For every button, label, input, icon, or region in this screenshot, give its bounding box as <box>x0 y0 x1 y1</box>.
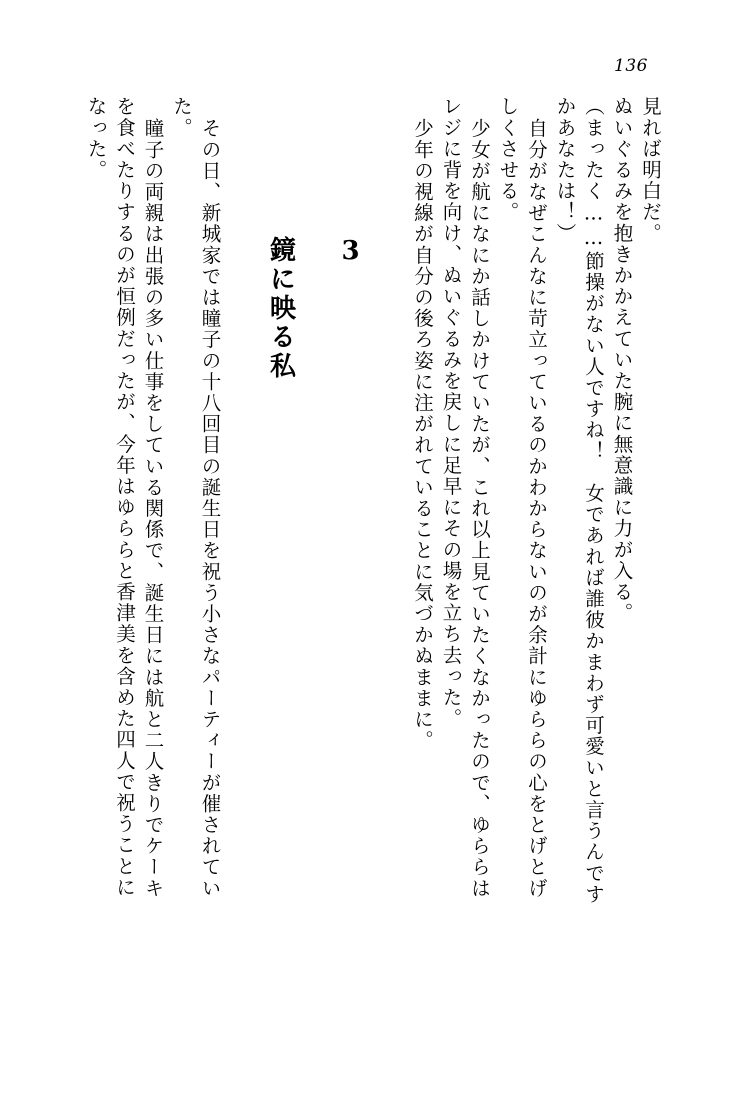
text-column: しくさせる。 <box>496 96 520 223</box>
text-column: 自分がなぜこんなに苛立っているのかわからないのが余計にゆららの心をとげとげ <box>525 118 548 899</box>
text-column: その日、新城家では瞳子の十八回目の誕生日を祝う小さなパーティーが催されてい <box>198 118 222 899</box>
text-column: なった。 <box>84 96 108 181</box>
page-number: 136 <box>614 56 648 76</box>
vertical-text-block <box>60 96 660 976</box>
chapter-number: 3 <box>335 236 366 269</box>
text-column: 瞳子の両親は出張の多い仕事をしている関係で、誕生日には航と二人きりでケーキ <box>141 118 165 899</box>
text-column: を食べたりするのが恒例だったが、今年はゆららと香津美を含めた四人で祝うことに <box>113 96 136 898</box>
chapter-title: 鏡に映る私 <box>265 236 296 381</box>
text-column: た。 <box>170 96 193 139</box>
text-column: 見れば明白だ。 <box>639 96 662 244</box>
text-column: レジに背を向け、ぬいぐるみを戻しに足早にその場を立ち去った。 <box>439 96 463 729</box>
text-column: かあなたは！） <box>553 96 577 244</box>
text-column: ぬいぐるみを抱きかかえていた腕に無意識に力が入る。 <box>610 96 634 624</box>
text-column: （まったく……節操がない人ですね！ 女であれば誰彼かまわず可愛いと言うんです <box>582 96 605 905</box>
text-column: 少女が航になにか話しかけていたが、これ以上見ていたくなかったので、ゆららは <box>468 118 491 899</box>
text-column: 少年の視線が自分の後ろ姿に注がれていることに気づかぬままに。 <box>411 118 434 751</box>
